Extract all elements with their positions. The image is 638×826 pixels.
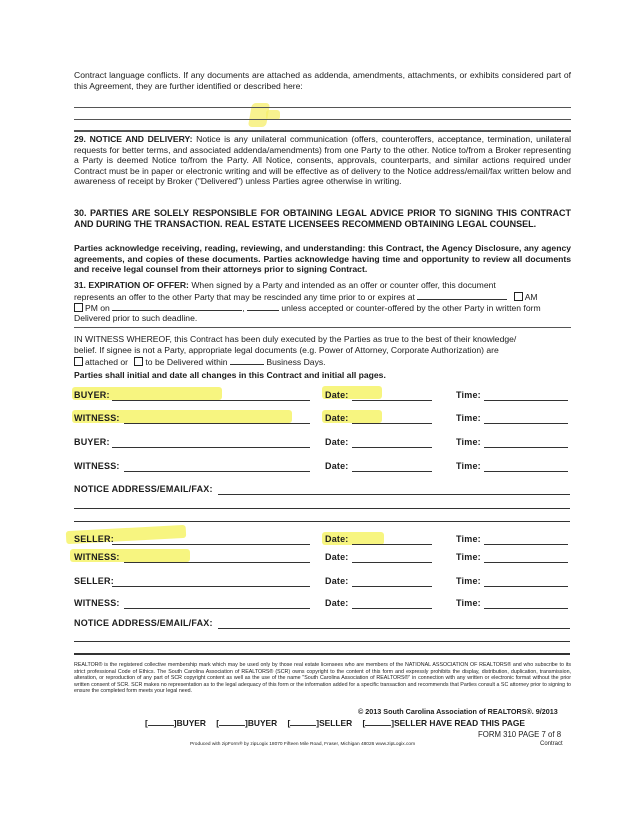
delivered-checkbox[interactable] [134,357,143,366]
section-31 [74,280,571,291]
initial-label-seller-1: SELLER [319,718,353,728]
form-number: FORM 310 PAGE 7 of 8 [478,730,562,739]
conflicts-line-2[interactable] [74,119,571,120]
time-5-label: Time: [456,534,481,544]
witness-line2: belief. If signee is not a Party, appropriate legal documents (e.g. Power of Attorney, Corporate Authorization) are [74,345,499,355]
buyer-1-signature-line[interactable] [112,400,310,401]
witness-1-label: WITNESS: [74,413,120,423]
section-31-line2: represents an offer to the other Party that may be rescinded any time prior to or expires at [74,292,415,302]
time-1-line[interactable] [484,400,568,401]
am-label: AM [524,292,538,302]
buyer-2-label: BUYER: [74,437,110,447]
date-5-label: Date: [325,534,349,544]
initial-label-seller-2: SELLER HAVE READ THIS PAGE [394,718,525,728]
section-30: 30. PARTIES ARE SOLELY RESPONSIBLE FOR OBTAINING LEGAL ADVICE PRIOR TO SIGNING THIS CONTRACT AND DURING THE TRANSACTION. REAL ESTATE LICENSEES RECOMMEND OBTAINING LEGAL COUNSEL. [74,208,571,229]
seller-notice-label: NOTICE ADDRESS/EMAIL/FAX: [74,618,213,628]
buyer-1-label: BUYER: [74,390,110,400]
date-6-label: Date: [325,552,349,562]
initials-row: [ ]BUYER [ ]BUYER [ ]SELLER [ ]SELLER HAVE READ THIS PAGE [145,718,525,728]
pm-checkbox[interactable] [74,303,83,312]
witness-4-signature-line[interactable] [124,608,310,609]
business-days-label: Business Days. [266,357,326,367]
buyer-notice-line-1[interactable] [218,494,570,495]
time-8-label: Time: [456,598,481,608]
produced-by: Produced with zipForm® by zipLogix 18070 Fifteen Mile Road, Fraser, Michigan 48026 www.zipLogix.com [190,742,416,747]
witness-line3 [74,356,571,368]
date-3-label: Date: [325,437,349,447]
section-31-unless: unless accepted or counter-offered by the other Party in written form [281,303,541,313]
time-3-line[interactable] [484,447,568,448]
date-8-label: Date: [325,598,349,608]
acknowledge-text: Parties acknowledge receiving, reading, reviewing, and understanding: this Contract, the Agency Disclosure, any agency agreements, and copies of these documents. Parties acknowledge having time and opportunity to review all documents and receive legal counsel from their attorneys prior to signing Contract. [74,243,571,275]
expiration-time-field[interactable] [417,291,507,300]
business-days-field[interactable] [230,356,264,365]
section-31-title: 31. EXPIRATION OF OFFER: [74,280,189,290]
date-2-line[interactable] [352,423,432,424]
date-7-label: Date: [325,576,349,586]
time-3-label: Time: [456,437,481,447]
buyer-2-initial-field[interactable] [219,717,245,726]
footer-copyright: © 2013 South Carolina Association of REALTORS®. 9/2013 [358,707,558,716]
witness-3-signature-line[interactable] [124,562,310,563]
footer-disclaimer: REALTOR® is the registered collective membership mark which may be used only by those real estate licensees who are members of the NATIONAL ASSOCIATION OF REALTORS® and who subscribe to its strict professional Code of Ethics. The South Carolina Association of REALTORS® (SCR) owns copyright to the content of this form and expressly prohibits the display, distribution, duplication, transmission, alteration, or reproduction of any part of SCR copyright content as well as the use of the name "South Carolina Association of REALTORS®" in connection with any written or electronic format without the prior written consent of SCR. SCR makes no representation as to the legal adequacy of this form or the information added for a specific transaction and recommends that Parties consult a SC attorney prior to signing to ensure the completed form meets your legal need. [74,662,571,695]
date-7-line[interactable] [352,586,432,587]
buyer-2-signature-line[interactable] [112,447,310,448]
time-4-line[interactable] [484,471,568,472]
initial-label-buyer-2: BUYER [247,718,278,728]
witness-2-label: WITNESS: [74,461,120,471]
attached-checkbox[interactable] [74,357,83,366]
time-8-line[interactable] [484,608,568,609]
time-6-label: Time: [456,552,481,562]
seller-1-initial-field[interactable] [290,717,316,726]
seller-notice-line-3[interactable] [74,653,570,655]
delivered-label: to be Delivered within [145,357,228,367]
attached-label: attached or [85,357,128,367]
date-1-label: Date: [325,390,349,400]
date-2-label: Date: [325,413,349,423]
conflicts-line-3[interactable] [74,130,571,132]
witness-line1: IN WITNESS WHEREOF, this Contract has been duly executed by the Parties as true to the best of their knowledge/ [74,334,517,344]
date-3-line[interactable] [352,447,432,448]
date-5-line[interactable] [352,544,432,545]
section-31-line1: When signed by a Party and intended as an offer or counter offer, this document [191,280,496,290]
seller-notice-line-2[interactable] [74,641,570,642]
buyer-notice-label: NOTICE ADDRESS/EMAIL/FAX: [74,484,213,494]
conflicts-line-1[interactable] [74,107,571,108]
initial-instruction: Parties shall initial and date all changes in this Contract and initial all pages. [74,370,386,380]
buyer-1-initial-field[interactable] [148,717,174,726]
time-4-label: Time: [456,461,481,471]
buyer-notice-line-3[interactable] [74,521,570,522]
conflicts-text: Contract language conflicts. If any documents are attached as addenda, amendments, attachments, or exhibits considered part of this Agreement, they are further identified or described here: [74,70,571,91]
date-4-label: Date: [325,461,349,471]
date-8-line[interactable] [352,608,432,609]
date-1-line[interactable] [352,400,432,401]
witness-2-signature-line[interactable] [124,471,310,472]
initial-label-buyer-1: BUYER [176,718,206,728]
time-6-line[interactable] [484,562,568,563]
witness-3-label: WITNESS: [74,552,120,562]
expiration-year-field[interactable] [247,302,279,311]
seller-1-label: SELLER: [74,534,114,544]
seller-1-signature-line[interactable] [112,544,310,545]
comma-label: , [242,303,245,313]
section-31-row3 [74,302,571,314]
section-29 [74,134,571,187]
date-4-line[interactable] [352,471,432,472]
time-1-label: Time: [456,390,481,400]
buyer-notice-line-2[interactable] [74,508,570,509]
pm-on-label: PM on [85,303,110,313]
am-checkbox[interactable] [514,292,523,301]
witness-1-signature-line[interactable] [124,423,310,424]
time-2-line[interactable] [484,423,568,424]
section-31-line4: Delivered prior to such deadline. [74,313,198,323]
section-31-divider [74,327,571,328]
seller-notice-line-1[interactable] [218,628,570,629]
section-29-title: 29. NOTICE AND DELIVERY: [74,134,193,144]
time-7-label: Time: [456,576,481,586]
time-2-label: Time: [456,413,481,423]
seller-2-initial-field[interactable] [365,717,391,726]
footer-contract-label: Contract [540,741,563,747]
time-5-line[interactable] [484,544,568,545]
section-31-row2 [74,291,571,303]
seller-2-signature-line[interactable] [112,586,310,587]
expiration-date-field[interactable] [112,302,245,313]
date-6-line[interactable] [352,562,432,563]
time-7-line[interactable] [484,586,568,587]
witness-4-label: WITNESS: [74,598,120,608]
seller-2-label: SELLER: [74,576,114,586]
section-29-text: Notice is any unilateral communication (offers, counteroffers, acceptance, termination, unilateral requests for better terms, and associated addenda/amendments) from one Party to the other. Notice to/from a Broker representing a Party is deemed Notice to/from the Party. All Notice, consents, approvals, counterparts, and similar actions required under Contract must be in paper or electronic writing and will be effective as of delivery to the Notice address/email/fax written below and awareness of receipt by Broker ("Delivered") unless Parties agree otherwise in writing. [74,134,572,187]
